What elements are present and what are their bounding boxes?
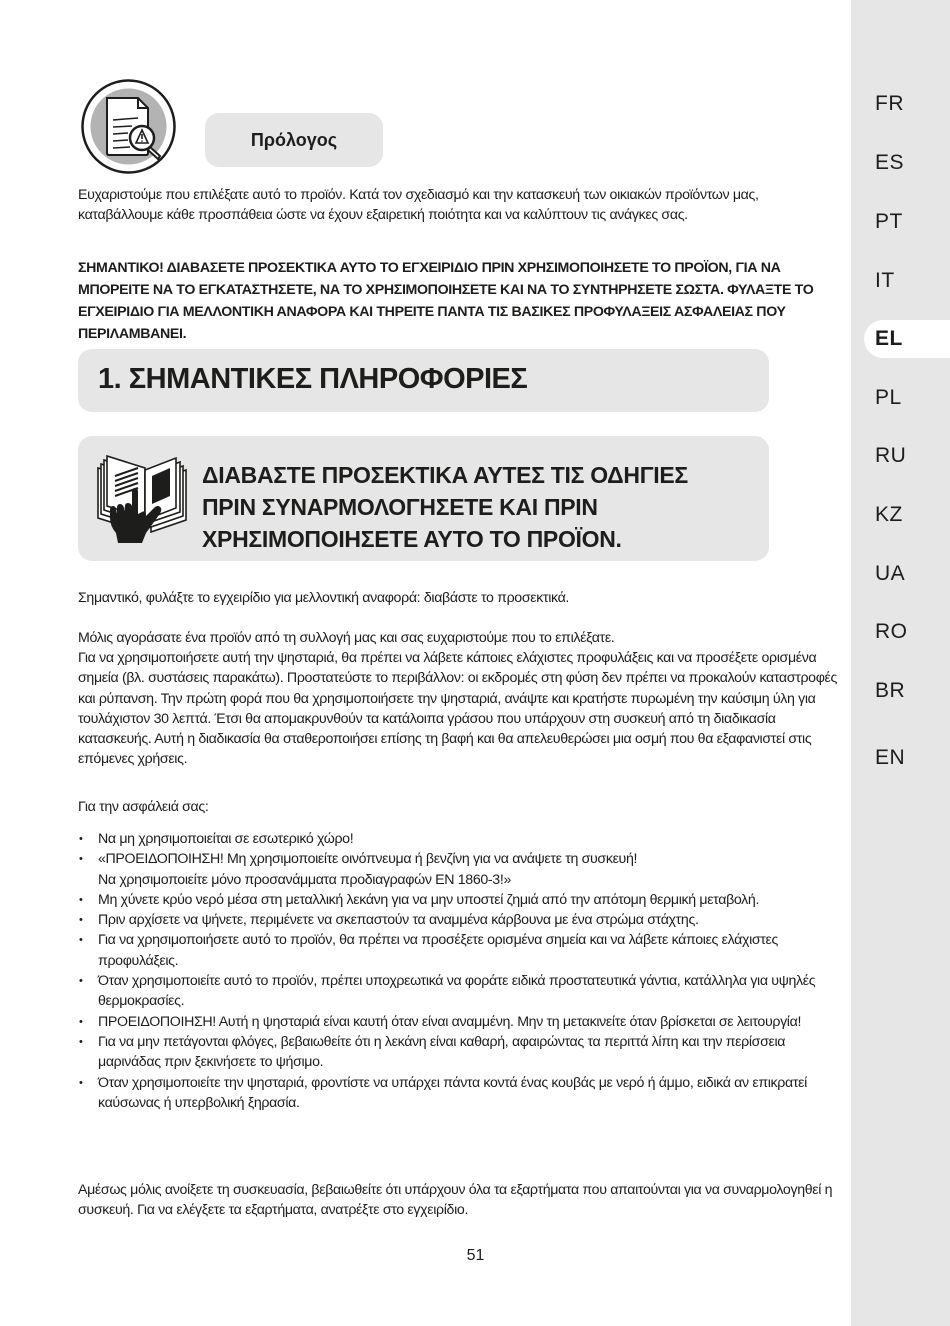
- safety-item: [78, 910, 838, 930]
- safety-list: [78, 829, 838, 1113]
- usage-paragraph: Για να χρησιμοποιήσετε αυτή την ψησταριά, θα πρέπει να λάβετε κάποιες ελάχιστες προφυλάξεις και να προσέξετε ορισμένα σημεία (βλ. συστάσεις παρακάτω). Προστατεύστε το περιβάλλον: οι εκδρομές στη φύση δεν πρέπει να προκαλούν καταστροφές και ρύπανση. Την πρώτη φορά που θα χρησιμοποιήσετε την ψησταριά, ανάψτε και κρατήστε πυρωμένη την καύσιμη ύλη για τουλάχιστον 30 λεπτά. Έτσι θα απομακρυνθούν τα κατάλοιπα γράσου που υπάρχουν στη συσκευή από τη διαδικασία κατασκευής. Αυτή η διαδικασία θα σταθεροποιήσει επίσης τη βαφή και θα απελευθερώσει μια οσμή που θα εξαφανιστεί στις επόμενες χρήσεις.: [78, 650, 838, 768]
- safety-item: [78, 971, 838, 1012]
- notice-line: ΠΡΙΝ ΣΥΝΑΡΜΟΛΟΓΗΣΕΤΕ ΚΑΙ ΠΡΙΝ: [202, 494, 598, 520]
- language-tab-el-active[interactable]: EL: [864, 320, 950, 358]
- important-warning: ΣΗΜΑΝΤΙΚΟ! ΔΙΑΒΑΣΕΤΕ ΠΡΟΣΕΚΤΙΚΑ ΑΥΤΟ ΤΟ ΕΓΧΕΙΡΙΔΙΟ ΠΡΙΝ ΧΡΗΣΙΜΟΠΟΙΗΣΕΤΕ ΤΟ ΠΡΟΪΟΝ, ΓΙΑ ΝΑ ΜΠΟΡΕΙΤΕ ΝΑ ΤΟ ΕΓΚΑΤΑΣΤΗΣΕΤΕ, ΝΑ ΤΟ ΧΡΗΣΙΜΟΠΟΙΗΣΕΤΕ ΚΑΙ ΝΑ ΤΟ ΣΥΝΤΗΡΗΣΕΤΕ ΣΩΣΤΑ. ΦΥΛΑΞΤΕ ΤΟ ΕΓΧΕΙΡΙΔΙΟ ΓΙΑ ΜΕΛΛΟΝΤΙΚΗ ΑΝΑΦΟΡΑ ΚΑΙ ΤΗΡΕΙΤΕ ΠΑΝΤΑ ΤΙΣ ΒΑΣΙΚΕΣ ΠΡΟΦΥΛΑΞΕΙΣ ΑΣΦΑΛΕΙΑΣ ΠΟΥ ΠΕΡΙΛΑΜΒΑΝΕΙ.: [78, 260, 814, 342]
- safety-item-text: ΠΡΟΕΙΔΟΠΟΙΗΣΗ! Αυτή η ψησταριά είναι καυτή όταν είναι αναμμένη. Μην τη μετακινείτε όταν βρίσκεται σε λειτουργία!: [98, 1013, 802, 1030]
- bullet-icon: •: [79, 1015, 83, 1028]
- language-tab-pl[interactable]: PL: [875, 386, 902, 409]
- bullet-icon: •: [79, 1035, 83, 1048]
- intro-paragraph: Ευχαριστούμε που επιλέξατε αυτό το προϊόν. Κατά τον σχεδιασμό και την κατασκευή των οικιακών προϊόντων μας, καταβάλλουμε κάθε προσπάθεια ώστε να έχουν εξαιρετική ποιότητα και να καλύπτουν τις ανάγκες σας.: [78, 187, 759, 224]
- notice-line: ΧΡΗΣΙΜΟΠΟΙΗΣΕΤΕ ΑΥΤΟ ΤΟ ΠΡΟΪΟΝ.: [202, 526, 622, 552]
- language-tab-br[interactable]: BR: [875, 679, 906, 702]
- safety-item-text: Για να μην πετάγονται φλόγες, βεβαιωθείτε ότι η λεκάνη είναι καθαρή, αφαιρώντας τα περιττά λίπη και την περίσσεια μαρινάδας πριν ξεκινήσετε το ψήσιμο.: [98, 1033, 786, 1071]
- safety-item: [78, 1073, 838, 1114]
- parts-check-paragraph: Αμέσως μόλις ανοίξετε τη συσκευασία, βεβαιωθείτε ότι υπάρχουν όλα τα εξαρτήματα που απαιτούνται για να συναρμολογηθεί η συσκευή. Για να ελέγξετε τα εξαρτήματα, ανατρέξτε στο εγχειρίδιο.: [78, 1182, 833, 1219]
- safety-item: [78, 930, 838, 971]
- safety-heading: Για την ασφάλειά σας:: [78, 799, 209, 815]
- safety-item: [78, 829, 838, 849]
- language-tab-ua[interactable]: UA: [875, 562, 906, 585]
- language-tab-kz[interactable]: KZ: [875, 503, 903, 526]
- safety-item: [78, 890, 838, 910]
- language-tab-it[interactable]: IT: [875, 269, 895, 292]
- safety-item-text: «ΠΡΟΕΙΔΟΠΟΙΗΣΗ! Μη χρησιμοποιείτε οινόπνευμα ή βενζίνη για να ανάψετε τη συσκευή! Να χρησιμοποιείτε μόνο προσανάμματα προδιαγραφών EN 1860-3!»: [98, 851, 638, 888]
- safety-item-text: Να μη χρησιμοποιείται σε εσωτερικό χώρο!: [98, 831, 354, 847]
- read-manual-icon: [96, 448, 188, 543]
- read-instructions-notice: [78, 436, 769, 561]
- language-sidebar: [851, 0, 950, 1326]
- section-title: 1. ΣΗΜΑΝΤΙΚΕΣ ΠΛΗΡΟΦΟΡΙΕΣ: [98, 363, 528, 395]
- language-tab-es[interactable]: ES: [875, 151, 905, 174]
- bullet-icon: •: [79, 893, 83, 906]
- bullet-icon: •: [79, 975, 83, 988]
- bullet-icon: •: [79, 934, 83, 947]
- notice-text: [202, 459, 762, 555]
- notice-line: ΔΙΑΒΑΣΤΕ ΠΡΟΣΕΚΤΙΚΑ ΑΥΤΕΣ ΤΙΣ ΟΔΗΓΙΕΣ: [202, 462, 688, 488]
- bullet-icon: •: [79, 914, 83, 927]
- safety-item-text: Όταν χρησιμοποιείτε την ψησταριά, φροντίστε να υπάρχει πάντα κοντά ένας κουβάς με νερό ή άμμο, ειδικά αν επικρατεί καύσωνας ή υπερβολική ξηρασία.: [98, 1074, 807, 1111]
- safety-item: [78, 1032, 838, 1073]
- language-tab-ro[interactable]: RO: [875, 620, 908, 643]
- language-tab-ru[interactable]: RU: [875, 444, 907, 467]
- prologue-title: Πρόλογος: [205, 113, 383, 167]
- safety-item: [78, 849, 838, 890]
- language-tab-en[interactable]: EN: [875, 746, 906, 769]
- safety-item-text: Πριν αρχίσετε να ψήνετε, περιμένετε να σκεπαστούν τα αναμμένα κάρβουνα με ένα στρώμα στάχτης.: [98, 912, 699, 929]
- language-tab-fr[interactable]: FR: [875, 92, 904, 115]
- bullet-icon: •: [79, 1076, 83, 1089]
- safety-item: [78, 1012, 838, 1032]
- purchase-paragraph: Μόλις αγοράσατε ένα προϊόν από τη συλλογή μας και σας ευχαριστούμε που το επιλέξατε.: [78, 630, 615, 646]
- bullet-icon: •: [79, 833, 83, 845]
- keep-manual-paragraph: Σημαντικό, φυλάξτε το εγχειρίδιο για μελλοντική αναφορά: διαβάστε το προσεκτικά.: [78, 590, 570, 606]
- section-header: [78, 349, 769, 412]
- safety-item-text: Για να χρησιμοποιήσετε αυτό το προϊόν, θα πρέπει να προσέξετε ορισμένα σημεία και να λάβετε κάποιες ελάχιστες προφυλάξεις.: [98, 932, 779, 969]
- safety-item-text: Μη χύνετε κρύο νερό μέσα στη μεταλλική λεκάνη για να μην υποστεί ζημιά από την απότομη θερμική μεταβολή.: [98, 891, 760, 908]
- safety-item-text: Όταν χρησιμοποιείτε αυτό το προϊόν, πρέπει υποχρεωτικά να φοράτε ειδικά προστατευτικά γάντια, κατάλληλα για υψηλές θερμοκρασίες.: [98, 973, 816, 1010]
- bullet-icon: •: [79, 853, 83, 866]
- document-magnifier-warning-icon: [80, 78, 177, 175]
- language-tab-pt[interactable]: PT: [875, 210, 903, 233]
- page-number: 51: [466, 1247, 485, 1264]
